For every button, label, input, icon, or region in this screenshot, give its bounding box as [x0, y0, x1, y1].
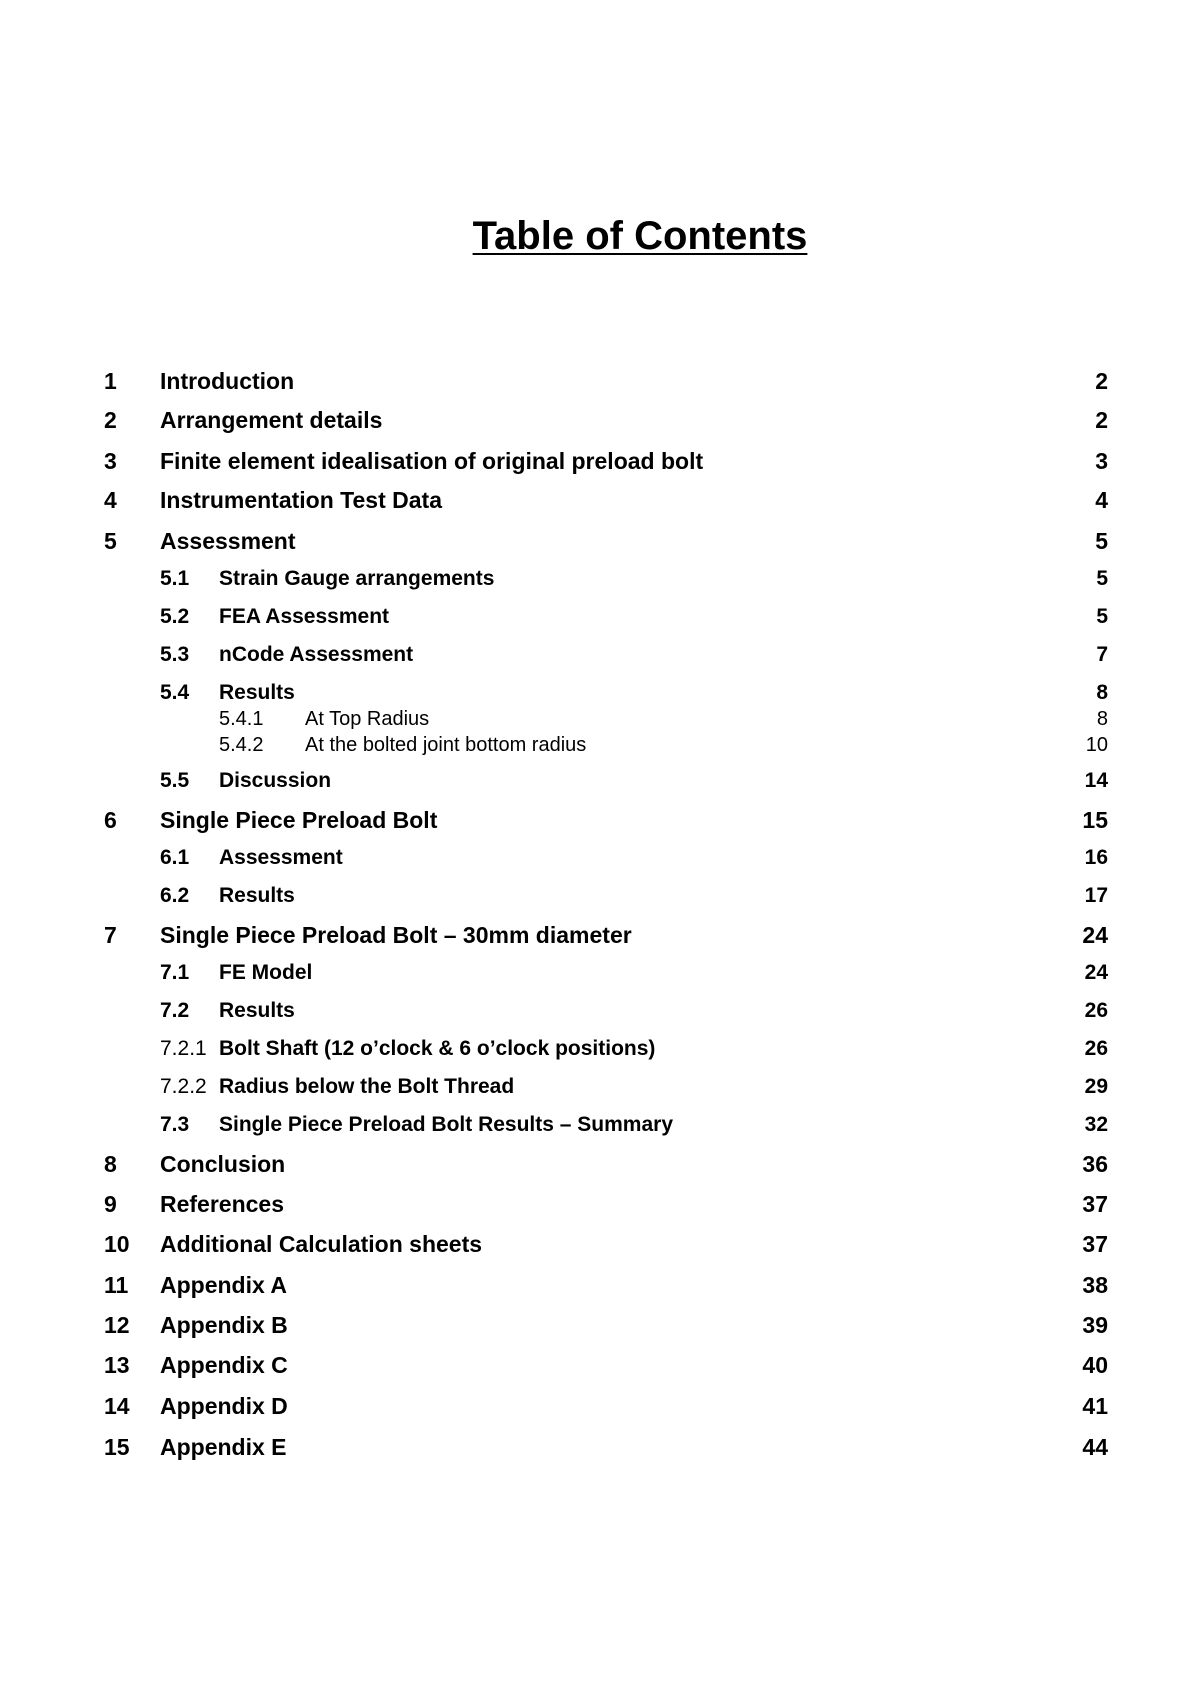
- toc-entry-title: Appendix A: [160, 1272, 287, 1298]
- toc-entry-page: 26: [1084, 1037, 1108, 1060]
- toc-entry-number: 5.4.1: [219, 708, 264, 730]
- toc-entry-page: 16: [1084, 846, 1108, 869]
- toc-entry-number: 13: [104, 1352, 130, 1378]
- toc-entry-page: 40: [1082, 1352, 1108, 1378]
- toc-entry-number: 7: [104, 922, 117, 948]
- toc-entry-page: 24: [1082, 922, 1108, 948]
- toc-entry-title: Results: [219, 999, 295, 1022]
- toc-entry-number: 4: [104, 487, 117, 513]
- toc-entry[interactable]: [0, 920, 1200, 950]
- toc-subentry[interactable]: [0, 1110, 1200, 1140]
- toc-entry-number: 5.4.2: [219, 734, 264, 756]
- toc-subentry[interactable]: [0, 678, 1200, 708]
- toc-entry-page: 29: [1084, 1075, 1108, 1098]
- toc-entry-title: Finite element idealisation of original preload bolt: [160, 448, 704, 474]
- toc-entry-number: 7.1: [160, 961, 190, 984]
- toc-entry[interactable]: [0, 1432, 1200, 1462]
- toc-entry-page: 2: [1095, 368, 1108, 394]
- toc-subentry[interactable]: [0, 843, 1200, 873]
- toc-entry-title: Arrangement details: [160, 407, 383, 433]
- toc-entry-title: Conclusion: [160, 1151, 286, 1177]
- toc-entry-page: 37: [1082, 1191, 1108, 1217]
- toc-entry-page: 5: [1095, 528, 1108, 554]
- toc-entry-number: 5.4: [160, 681, 190, 704]
- toc-entry-page: 5: [1096, 567, 1108, 590]
- toc-entry-title: Appendix D: [160, 1393, 288, 1419]
- toc-entry-title: Strain Gauge arrangements: [219, 567, 495, 590]
- toc-entry-number: 5.5: [160, 769, 190, 792]
- toc-subentry[interactable]: [0, 958, 1200, 988]
- toc-entry-number: 6.1: [160, 846, 190, 869]
- toc-entry-title: Appendix C: [160, 1352, 288, 1378]
- toc-entry-title: Radius below the Bolt Thread: [219, 1075, 515, 1098]
- toc-entry-number: 8: [104, 1151, 117, 1177]
- toc-entry-page: 4: [1095, 487, 1108, 513]
- toc-entry-number: 12: [104, 1312, 130, 1338]
- toc-entry[interactable]: [0, 485, 1200, 515]
- toc-entry-number: 5.3: [160, 643, 190, 666]
- toc-entry-number: 1: [104, 368, 117, 394]
- toc-subentry[interactable]: [0, 881, 1200, 911]
- toc-entry-page: 39: [1082, 1312, 1108, 1338]
- toc-entry-number: 3: [104, 448, 117, 474]
- toc-entry-title: Introduction: [160, 368, 295, 394]
- toc-entry-title: Results: [219, 884, 295, 907]
- toc-entry[interactable]: [0, 446, 1200, 476]
- toc-subsubentry[interactable]: [0, 1072, 1200, 1102]
- toc-entry-page: 14: [1084, 769, 1108, 792]
- toc-entry-page: 38: [1082, 1272, 1108, 1298]
- toc-entry-page: 10: [1085, 734, 1108, 756]
- toc-entry-title: Assessment: [219, 846, 343, 869]
- toc-subsubentry[interactable]: [0, 1034, 1200, 1064]
- toc-subsubentry[interactable]: [0, 732, 1200, 758]
- toc-entry-page: 26: [1084, 999, 1108, 1022]
- toc-entry-number: 7.3: [160, 1113, 190, 1136]
- toc-subentry[interactable]: [0, 564, 1200, 594]
- toc-entry-title: At Top Radius: [305, 708, 430, 730]
- toc-subentry[interactable]: [0, 640, 1200, 670]
- toc-entry-number: 5: [104, 528, 117, 554]
- toc-subsubentry[interactable]: [0, 706, 1200, 732]
- toc-entry-page: 2: [1095, 407, 1108, 433]
- toc-entry-page: 3: [1095, 448, 1108, 474]
- toc-entry-title: Instrumentation Test Data: [160, 487, 442, 513]
- toc-subentry[interactable]: [0, 602, 1200, 632]
- toc-entry-number: 14: [104, 1393, 130, 1419]
- toc-entry-page: 44: [1082, 1434, 1108, 1460]
- toc-entry-title: Additional Calculation sheets: [160, 1231, 483, 1257]
- toc-entry-number: 6: [104, 807, 117, 833]
- toc-entry-number: 11: [104, 1272, 129, 1298]
- toc-entry-page: 15: [1082, 807, 1108, 833]
- toc-entry[interactable]: [0, 1350, 1200, 1380]
- toc-entry-title: Single Piece Preload Bolt: [160, 807, 438, 833]
- toc-entry[interactable]: [0, 1229, 1200, 1259]
- toc-entry-number: 7.2.2: [160, 1075, 207, 1098]
- toc-entry-title: References: [160, 1191, 285, 1217]
- toc-subentry[interactable]: [0, 996, 1200, 1026]
- toc-entry-page: 5: [1096, 605, 1108, 628]
- toc-entry-number: 5.1: [160, 567, 190, 590]
- toc-entry[interactable]: [0, 1310, 1200, 1340]
- toc-entry-title: Results: [219, 681, 295, 704]
- toc-entry-title: Appendix B: [160, 1312, 288, 1338]
- toc-entry-number: 15: [104, 1434, 130, 1460]
- page-title: Table of Contents: [472, 214, 808, 258]
- toc-entry[interactable]: [0, 1149, 1200, 1179]
- toc-entry-title: nCode Assessment: [219, 643, 414, 666]
- toc-entry-number: 5.2: [160, 605, 190, 628]
- toc-entry-title: FEA Assessment: [219, 605, 390, 628]
- toc-entry[interactable]: [0, 1270, 1200, 1300]
- toc-entry-page: 41: [1082, 1393, 1108, 1419]
- toc-entry-page: 24: [1084, 961, 1108, 984]
- toc-entry-title: At the bolted joint bottom radius: [305, 734, 587, 756]
- toc-entry[interactable]: [0, 405, 1200, 435]
- toc-subentry[interactable]: [0, 766, 1200, 796]
- toc-entry-title: Single Piece Preload Bolt Results – Summary: [219, 1113, 673, 1136]
- toc-entry-page: 17: [1084, 884, 1108, 907]
- toc-entry-page: 32: [1084, 1113, 1108, 1136]
- toc-entry[interactable]: [0, 1391, 1200, 1421]
- toc-entry-number: 10: [104, 1231, 130, 1257]
- toc-entry[interactable]: [0, 1189, 1200, 1219]
- toc-entry-page: 8: [1096, 681, 1108, 704]
- toc-entry-title: FE Model: [219, 961, 313, 984]
- toc-entry-page: 37: [1082, 1231, 1108, 1257]
- toc-entry[interactable]: [0, 805, 1200, 835]
- toc-entry-title: Single Piece Preload Bolt – 30mm diameter: [160, 922, 632, 948]
- toc-entry-number: 9: [104, 1191, 117, 1217]
- toc-entry-title: Bolt Shaft (12 o’clock & 6 o’clock positions): [219, 1037, 656, 1060]
- toc-entry[interactable]: [0, 366, 1200, 396]
- toc-entry-number: 6.2: [160, 884, 190, 907]
- toc-entry-title: Appendix E: [160, 1434, 287, 1460]
- toc-entry-number: 2: [104, 407, 117, 433]
- toc-entry-number: 7.2: [160, 999, 190, 1022]
- toc-entry[interactable]: [0, 526, 1200, 556]
- toc-entry-title: Discussion: [219, 769, 332, 792]
- toc-entry-page: 36: [1082, 1151, 1108, 1177]
- toc-entry-page: 8: [1096, 708, 1108, 730]
- toc-entry-page: 7: [1096, 643, 1108, 666]
- toc-entry-number: 7.2.1: [160, 1037, 207, 1060]
- toc-entry-title: Assessment: [160, 528, 296, 554]
